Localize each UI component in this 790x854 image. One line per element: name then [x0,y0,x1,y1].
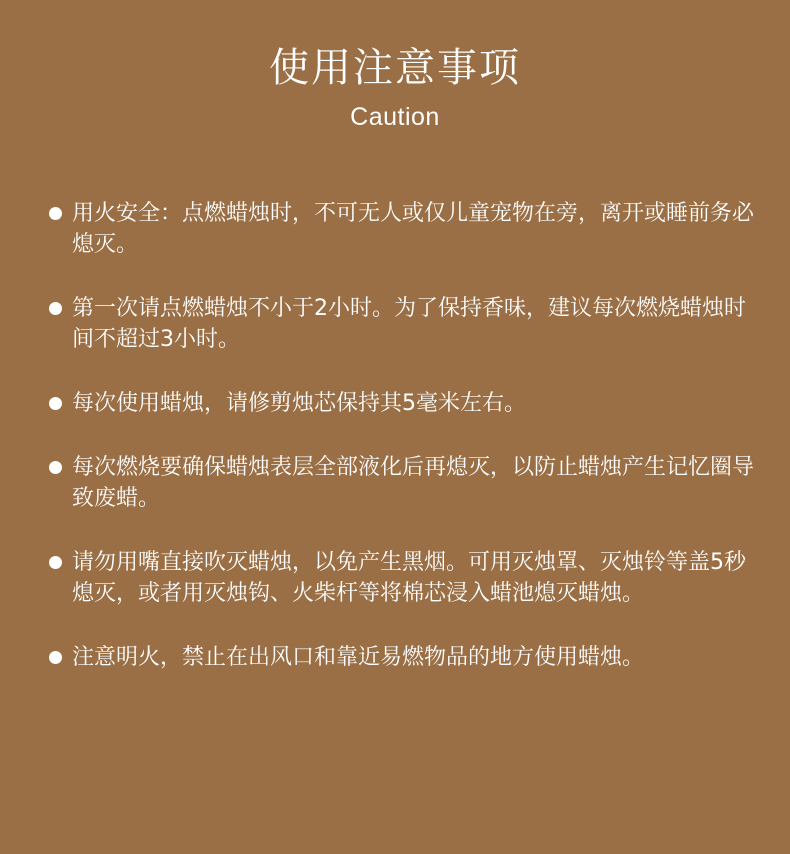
list-item-text: 每次燃烧要确保蜡烛表层全部液化后再熄灭，以防止蜡烛产生记忆圈导致废蜡。 [72,455,755,511]
bullet-icon [49,556,62,569]
bullet-icon [49,461,62,474]
list-item-text: 请勿用嘴直接吹灭蜡烛，以免产生黑烟。可用灭烛罩、灭烛铃等盖5秒熄灭，或者用灭烛钩、火柴杆等将棉芯浸入蜡池熄灭蜡烛。 [72,550,746,606]
list-item [48,388,758,419]
list-item-text: 第一次请点燃蜡烛不小于2小时。为了保持香味，建议每次燃烧蜡烛时间不超过3小时。 [72,296,746,352]
list-item [48,198,758,260]
list-item [48,547,758,609]
page-title: 使用注意事项 [269,45,521,91]
list-item [48,642,758,673]
caution-list [48,198,758,706]
list-item-text: 每次使用蜡烛，请修剪烛芯保持其5毫米左右。 [72,391,526,416]
caution-header [0,44,790,132]
list-item-text: 注意明火，禁止在出风口和靠近易燃物品的地方使用蜡烛。 [72,645,645,670]
page-subtitle: Caution [350,103,440,131]
bullet-icon [49,302,62,315]
bullet-icon [49,651,62,664]
list-item [48,293,758,355]
bullet-icon [49,397,62,410]
list-item-text: 用火安全：点燃蜡烛时，不可无人或仅儿童宠物在旁，离开或睡前务必熄灭。 [72,201,755,257]
list-item [48,452,758,514]
bullet-icon [49,207,62,220]
